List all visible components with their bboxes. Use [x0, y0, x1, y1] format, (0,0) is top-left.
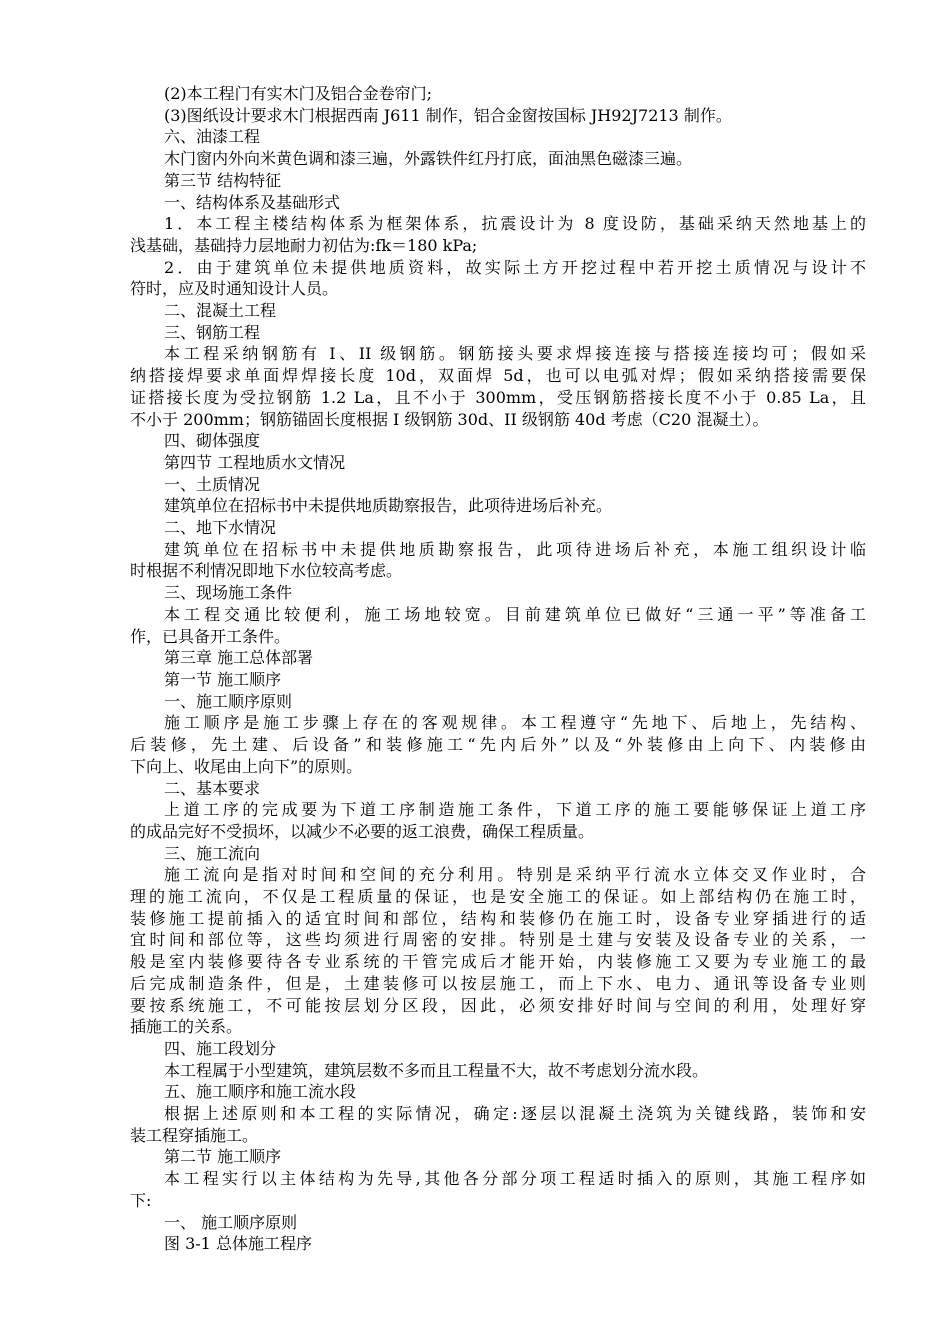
- text-line: 建筑单位在招标书中未提供地质勘察报告，此项待进场后补充。: [164, 496, 613, 516]
- text-line: 根据上述原则和本工程的实际情况，确定:逐层以混凝土浇筑为关键线路，装饰和安: [164, 1104, 866, 1124]
- text-line: 四、施工段划分: [164, 1038, 277, 1058]
- text-line: 时根据不利情况即地下水位较高考虑。: [130, 561, 403, 581]
- text-line: 二、地下水情况: [164, 518, 277, 538]
- text-line: 2．由于建筑单位未提供地质资料，故实际土方开挖过程中若开挖土质情况与设计不: [164, 257, 866, 277]
- text-line: 证搭接长度为受拉钢筋 1.2 La，且不小于 300mm，受压钢筋搭接长度不小于 0.85 La，且: [130, 387, 866, 407]
- text-line: 三、施工流向: [164, 843, 261, 863]
- text-line: 本工程属于小型建筑，建筑层数不多而且工程量不大，故不考虑划分流水段。: [164, 1060, 709, 1080]
- text-line: 建筑单位在招标书中未提供地质勘察报告，此项待进场后补充，本施工组织设计临: [164, 539, 866, 559]
- text-line: 般是室内装修要待各专业系统的干管完成后才能开始，内装修施工又要为专业施工的最: [130, 952, 866, 972]
- text-line: 一、施工顺序原则: [164, 691, 293, 711]
- text-line: 二、基本要求: [164, 778, 261, 798]
- text-line: 纳搭接焊要求单面焊焊接长度 10d，双面焊 5d，也可以电弧对焊；假如采纳搭接需要保: [130, 366, 866, 386]
- text-line: (3)图纸设计要求木门根据西南 J611 制作，铝合金窗按国标 JH92J7213 制作。: [164, 105, 732, 125]
- text-line: 第三章 施工总体部署: [164, 648, 314, 668]
- text-line: 本工程交通比较便利，施工场地较宽。目前建筑单位已做好“三通一平”等准备工: [164, 604, 866, 624]
- text-line: 浅基础，基础持力层地耐力初估为:fk＝180 kPa;: [130, 235, 478, 255]
- text-line: 木门窗内外向米黄色调和漆三遍，外露铁件红丹打底，面油黑色磁漆三遍。: [164, 149, 693, 169]
- text-line: 下:: [130, 1190, 152, 1210]
- text-line: 一、结构体系及基础形式: [164, 192, 341, 212]
- text-line: 不小于 200mm；钢筋锚固长度根据 I 级钢筋 30d、II 级钢筋 40d 考虑（C20 混凝土）。: [130, 409, 769, 429]
- text-line: 后装修，先土建、后设备”和装修施工“先内后外”以及“外装修由上向下、内装修由: [130, 735, 866, 755]
- text-line: (2)本工程门有实木门及铝合金卷帘门;: [164, 84, 433, 103]
- text-line: 的成品完好不受损坏，以减少不必要的返工浪费，确保工程质量。: [130, 821, 595, 841]
- text-line: 四、砌体强度: [164, 431, 261, 451]
- text-line: 第一节 施工顺序: [164, 669, 282, 689]
- text-line: 符时，应及时通知设计人员。: [130, 279, 339, 299]
- text-line: 一、 施工顺序原则: [164, 1212, 298, 1232]
- text-line: 插施工的关系。: [130, 1017, 243, 1037]
- document-page: [130, 83, 866, 1255]
- text-line: 作，已具备开工条件。: [130, 626, 291, 646]
- text-line: 五、施工顺序和施工流水段: [164, 1082, 357, 1102]
- text-line: 施工流向是指对时间和空间的充分利用。特别是采纳平行流水立体交叉作业时，合: [164, 865, 866, 885]
- text-line: 二、混凝土工程: [164, 301, 277, 321]
- text-line: 宜时间和部位等，这些均须进行周密的安排。特别是土建与安装及设备专业的关系，一: [130, 930, 866, 950]
- text-line: 理的施工流向，不仅是工程质量的保证，也是安全施工的保证。如上部结构仍在施工时，: [130, 887, 866, 907]
- text-line: 三、现场施工条件: [164, 583, 293, 603]
- text-line: 本工程采纳钢筋有 I、II 级钢筋。钢筋接头要求焊接连接与搭接连接均可；假如采: [164, 344, 866, 364]
- text-line: 第三节 结构特征: [164, 170, 282, 190]
- text-line: 施工顺序是施工步骤上存在的客观规律。本工程遵守“先地下、后地上，先结构、: [164, 713, 866, 733]
- text-line: 图 3-1 总体施工程序: [164, 1234, 312, 1254]
- text-line: 要按系统施工，不可能按层划分区段，因此，必须安排好时间与空间的利用，处理好穿: [130, 995, 866, 1015]
- text-line: 下向上、收尾由上向下”的原则。: [130, 756, 363, 776]
- text-line: 第二节 施工顺序: [164, 1147, 282, 1167]
- text-line: 本工程实行以主体结构为先导,其他各分部分项工程适时插入的原则，其施工程序如: [164, 1169, 866, 1189]
- text-line: 1．本工程主楼结构体系为框架体系，抗震设计为 8 度设防，基础采纳天然地基上的: [164, 214, 866, 234]
- text-line: 后完成制造条件，但是，土建装修可以按层施工，而上下水、电力、通讯等设备专业则: [130, 973, 866, 993]
- text-line: 一、土质情况: [164, 474, 261, 494]
- text-line: 六、油漆工程: [164, 127, 261, 147]
- text-line: 上道工序的完成要为下道工序制造施工条件，下道工序的施工要能够保证上道工序: [164, 800, 866, 820]
- text-line: 装工程穿插施工。: [130, 1125, 259, 1145]
- text-line: 装修施工提前插入的适宜时间和部位，结构和装修仍在施工时，设备专业穿插进行的适: [130, 908, 866, 928]
- text-line: 第四节 工程地质水文情况: [164, 452, 346, 472]
- text-line: 三、钢筋工程: [164, 322, 261, 342]
